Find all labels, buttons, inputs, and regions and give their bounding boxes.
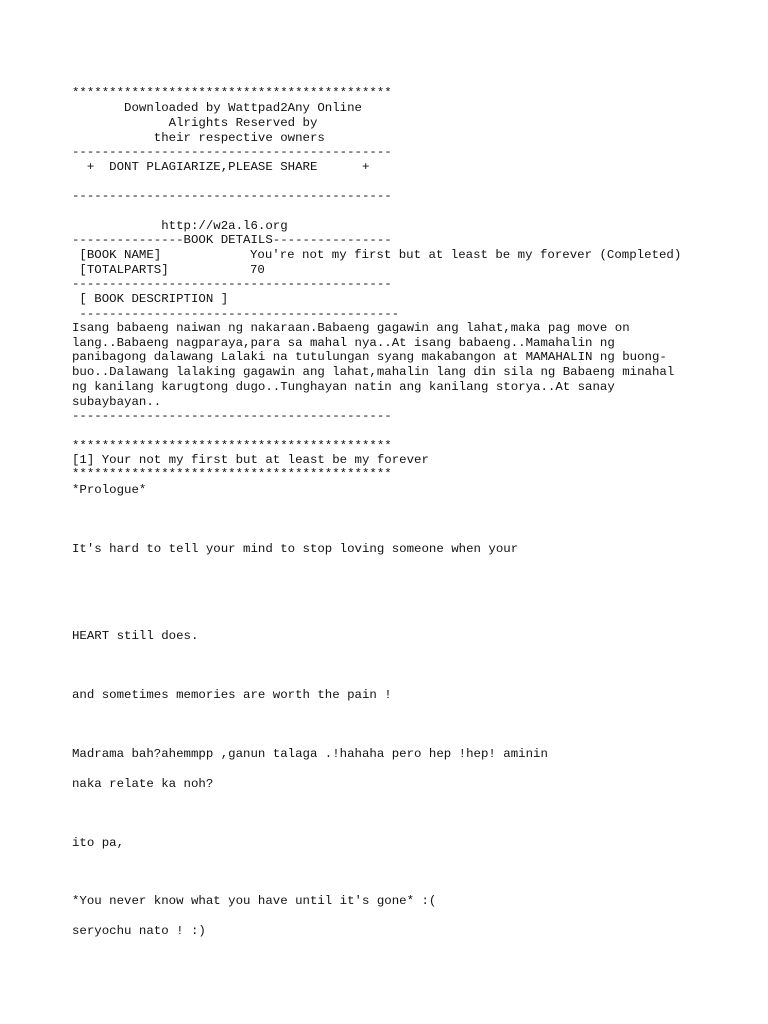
dash-divider: ------------------------------------------- <box>72 189 392 203</box>
owners-line: their respective owners <box>72 131 325 145</box>
story-line: seryochu nato ! :) <box>72 924 206 938</box>
story-line: naka relate ka noh? <box>72 777 214 791</box>
dash-divider: ------------------------------------------- <box>72 277 392 291</box>
stars-divider: ******************************************* <box>72 439 392 453</box>
rights-reserved-line: Alrights Reserved by <box>72 116 318 130</box>
story-line: and sometimes memories are worth the pain ! <box>72 688 392 702</box>
story-line: HEART still does. <box>72 629 199 643</box>
stars-divider: ******************************************* <box>72 86 392 100</box>
total-parts-label: [TOTALPARTS] <box>72 263 169 277</box>
total-parts-value: 70 <box>250 263 265 277</box>
chapter-title: [1] Your not my first but at least be my forever <box>72 453 429 467</box>
dash-divider: ------------------------------------------- <box>72 145 392 159</box>
book-description-text: Isang babaeng naiwan ng nakaraan.Babaeng gagawin ang lahat,maka pag move on lang..Babaeng nagparaya,para sa mahal nya..At isang babaeng..Mamahalin ng panibagong dalawang Lalaki na tutulungan syang makabangon at MAMAHALIN ng buong-buo..Dalawang lalaking gagawin ang lahat,mahalin lang din sila ng Babaeng minahal ng kanilang karugtong dugo..Tunghayan natin ang kanilang storya..At sanay subaybayan.. <box>72 321 682 409</box>
book-name-value: You're not my first but at least be my forever (Completed) <box>250 248 682 262</box>
story-line: It's hard to tell your mind to stop loving someone when your <box>72 542 519 556</box>
story-line: Madrama bah?ahemmpp ,ganun talaga .!hahaha pero hep !hep! aminin <box>72 747 548 761</box>
source-url: http://w2a.l6.org <box>72 219 288 233</box>
story-line: *You never know what you have until it's gone* :( <box>72 894 437 908</box>
share-notice: + DONT PLAGIARIZE,PLEASE SHARE + <box>72 160 370 174</box>
dash-divider: ------------------------------------------- <box>72 307 400 321</box>
book-description-heading: [ BOOK DESCRIPTION ] <box>72 292 229 306</box>
downloaded-by-line: Downloaded by Wattpad2Any Online <box>72 101 362 115</box>
story-line: ito pa, <box>72 836 125 850</box>
stars-divider: ******************************************* <box>72 467 392 481</box>
dash-divider: ------------------------------------------- <box>72 409 392 423</box>
book-details-heading: ---------------BOOK DETAILS---------------- <box>72 233 392 247</box>
prologue-heading: *Prologue* <box>72 483 147 497</box>
book-name-label: [BOOK NAME] <box>72 248 162 262</box>
